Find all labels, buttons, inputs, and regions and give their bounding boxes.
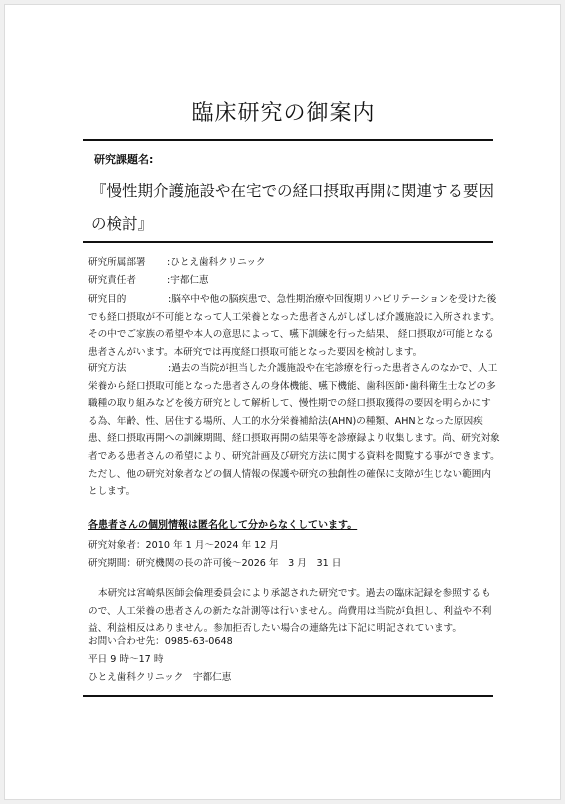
purpose-label: 研究目的 xyxy=(88,294,127,305)
bottom-divider xyxy=(83,695,493,697)
approval-paragraph: 本研究は宮崎県医師会倫理委員会により承認された研究です。過去の臨床記録を参照するもので、人工栄養の患者さんの新たな計測等は行いません。尚費用は当院が負担し、利益や不利益、利益相反はありません。参加拒否したい場合の連絡先は下記に明記されています。 xyxy=(88,588,492,635)
method-block xyxy=(88,360,500,501)
contact-hours: 平日 9 時～17 時 xyxy=(88,654,164,665)
purpose-block xyxy=(88,291,500,361)
privacy-heading: 各患者さんの個別情報は匿名化して分からなくしています。 xyxy=(88,520,358,531)
title-divider xyxy=(83,139,493,141)
research-topic: 『慢性期介護施設や在宅での経口摂取再開に関連する要因の検討』 xyxy=(91,182,495,233)
manager-value: :宇都仁恵 xyxy=(167,275,209,286)
institution-label: 研究所属部署 xyxy=(88,257,146,268)
method-value: :過去の当院が担当した介護施設や在宅診療を行った患者さんのなかで、人工栄養から経口摂取可能となった患者さんの身体機能、嚥下機能、歯科医師･歯科衛生士などの多職種の取り組みなどを後方研究として解析して、慢性期での経口摂取獲得の要因を明らかにする為、年齢、性、居住する場所、人工的水分栄養補給法(AHN)の種類、AHNとなった原因疾患、経口摂取再開への訓練期間、経口摂取再開の結果等を診療録より収集します。尚、研究対象者である患者さんの希望により、研究計画及び研究方法に関する資料を閲覧する事ができます。ただし、他の研究対象者などの個人情報の保護や研究の独創性の確保に支障が生じない範囲内とします。 xyxy=(88,363,500,498)
topic-divider xyxy=(83,241,493,243)
document-title: 臨床研究の御案内 xyxy=(191,101,376,126)
contact-phone: お問い合わせ先：0985-63-0648 xyxy=(88,636,233,647)
research-period: 研究期間：研究機関の長の許可後～2026 年 3 月 31 日 xyxy=(88,558,342,569)
contact-clinic: ひとえ歯科クリニック 宇都仁恵 xyxy=(88,672,232,683)
method-label: 研究方法 xyxy=(88,363,127,374)
document-page xyxy=(4,4,561,800)
institution-value: :ひとえ歯科クリニック xyxy=(167,257,266,268)
purpose-value: :脳卒中や他の脳疾患で、急性期治療や回復期リハビリテーションを受けた後でも経口摂取が不可能となって人工栄養となった患者さんがしばしば介護施設に入所されます。その中でご家族の希望や本人の意思によって、嚥下訓練を行った結果、 経口摂取が可能となる患者さんがいます。本研究では再度経口摂取可能となった要因を検討します。 xyxy=(88,294,500,358)
manager-label: 研究責任者 xyxy=(88,275,136,286)
topic-label: 研究課題名: xyxy=(94,153,154,166)
subjects-period: 研究対象者：2010 年 1 月～2024 年 12 月 xyxy=(88,540,279,551)
